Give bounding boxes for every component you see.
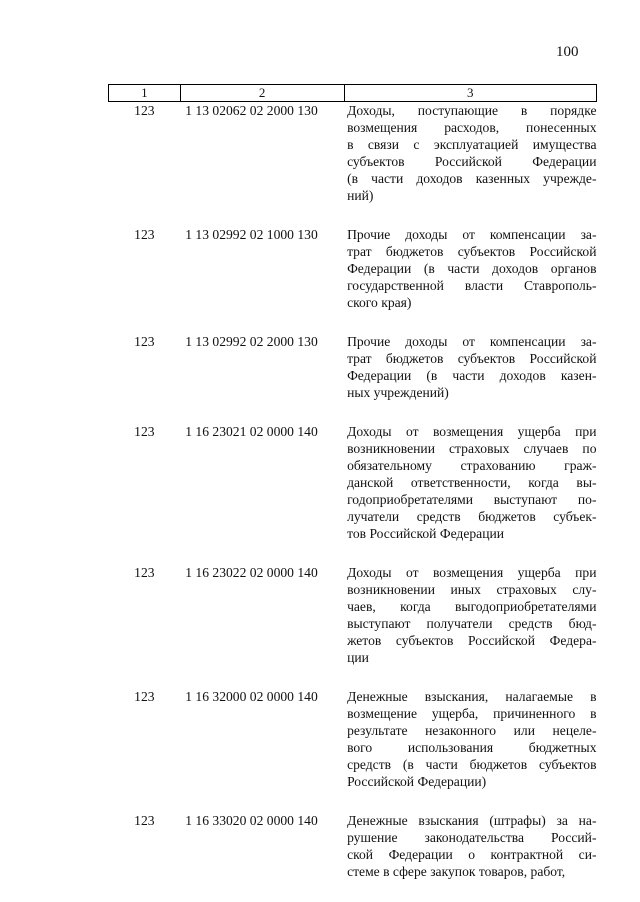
description-line: стеме в сфере закупок товаров, работ,: [347, 863, 596, 880]
admin-code-cell: 123: [109, 688, 181, 812]
description-line: Доходы от возмещения ущерба при: [347, 423, 596, 440]
description-cell: [344, 226, 596, 333]
budget-classification-table: [108, 84, 597, 902]
description-line: жетов субъектов Российской Федера-: [347, 632, 596, 649]
admin-code-cell: 123: [109, 102, 181, 227]
column-header-3: 3: [344, 85, 596, 102]
description-cell: [344, 564, 596, 688]
budget-code-cell: 1 16 32000 02 0000 140: [180, 688, 344, 812]
column-header-1: 1: [109, 85, 181, 102]
description-cell: [344, 423, 596, 564]
admin-code-cell: 123: [109, 812, 181, 902]
description-line: Доходы от возмещения ущерба при: [347, 564, 596, 581]
description-line: рушение законодательства Россий-: [347, 829, 596, 846]
table-row: [109, 423, 597, 564]
description-line: обязательному страхованию граж-: [347, 457, 596, 474]
description-line: Российской Федерации): [347, 773, 596, 790]
description-line: результате незаконного или нецеле-: [347, 722, 596, 739]
description-line: тов Российской Федерации: [347, 525, 596, 542]
description-line: ных учреждений): [347, 384, 596, 401]
budget-code-cell: 1 13 02992 02 1000 130: [180, 226, 344, 333]
description-line: возникновении страховых случаев по: [347, 440, 596, 457]
description-line: ского края): [347, 294, 596, 311]
description-line: Доходы, поступающие в порядке: [347, 102, 596, 119]
column-header-2: 2: [180, 85, 344, 102]
description-line: Прочие доходы от компенсации за-: [347, 226, 596, 243]
description-line: государственной власти Ставрополь-: [347, 277, 596, 294]
description-line: трат бюджетов субъектов Российской: [347, 243, 596, 260]
table-row: [109, 226, 597, 333]
admin-code-cell: 123: [109, 226, 181, 333]
description-line: трат бюджетов субъектов Российской: [347, 350, 596, 367]
description-line: ции: [347, 649, 596, 666]
description-line: лучатели средств бюджетов субъек-: [347, 508, 596, 525]
table-row: [109, 102, 597, 227]
description-line: Прочие доходы от компенсации за-: [347, 333, 596, 350]
table-header-row: [109, 85, 597, 102]
description-cell: [344, 812, 596, 902]
admin-code-cell: 123: [109, 423, 181, 564]
description-line: Федерации (в части доходов казен-: [347, 367, 596, 384]
description-line: Денежные взыскания (штрафы) за на-: [347, 812, 596, 829]
description-line: (в части доходов казенных учрежде-: [347, 170, 596, 187]
description-line: средств (в части бюджетов субъектов: [347, 756, 596, 773]
table-row: [109, 688, 597, 812]
table-body: [109, 102, 597, 902]
description-line: Денежные взыскания, налагаемые в: [347, 688, 596, 705]
budget-code-cell: 1 13 02992 02 2000 130: [180, 333, 344, 423]
description-line: выступают получатели средств бюд-: [347, 615, 596, 632]
description-line: в связи с эксплуатацией имущества: [347, 136, 596, 153]
table-row: [109, 812, 597, 902]
description-cell: [344, 333, 596, 423]
description-line: субъектов Российской Федерации: [347, 153, 596, 170]
budget-code-cell: 1 16 23021 02 0000 140: [180, 423, 344, 564]
description-cell: [344, 688, 596, 812]
budget-code-cell: 1 13 02062 02 2000 130: [180, 102, 344, 227]
description-line: ской Федерации о контрактной си-: [347, 846, 596, 863]
description-cell: [344, 102, 596, 227]
admin-code-cell: 123: [109, 333, 181, 423]
budget-code-cell: 1 16 23022 02 0000 140: [180, 564, 344, 688]
description-line: возмещение ущерба, причиненного в: [347, 705, 596, 722]
admin-code-cell: 123: [109, 564, 181, 688]
description-line: чаев, когда выгодоприобретателями: [347, 598, 596, 615]
description-line: возникновении иных страховых слу-: [347, 581, 596, 598]
description-line: данской ответственности, когда вы-: [347, 474, 596, 491]
description-line: ний): [347, 187, 596, 204]
budget-code-cell: 1 16 33020 02 0000 140: [180, 812, 344, 902]
table-row: [109, 564, 597, 688]
description-line: годоприобретателями выступают по-: [347, 491, 596, 508]
description-line: вого использования бюджетных: [347, 739, 596, 756]
description-line: возмещения расходов, понесенных: [347, 119, 596, 136]
page-number: 100: [556, 44, 579, 61]
description-line: Федерации (в части доходов органов: [347, 260, 596, 277]
table-row: [109, 333, 597, 423]
